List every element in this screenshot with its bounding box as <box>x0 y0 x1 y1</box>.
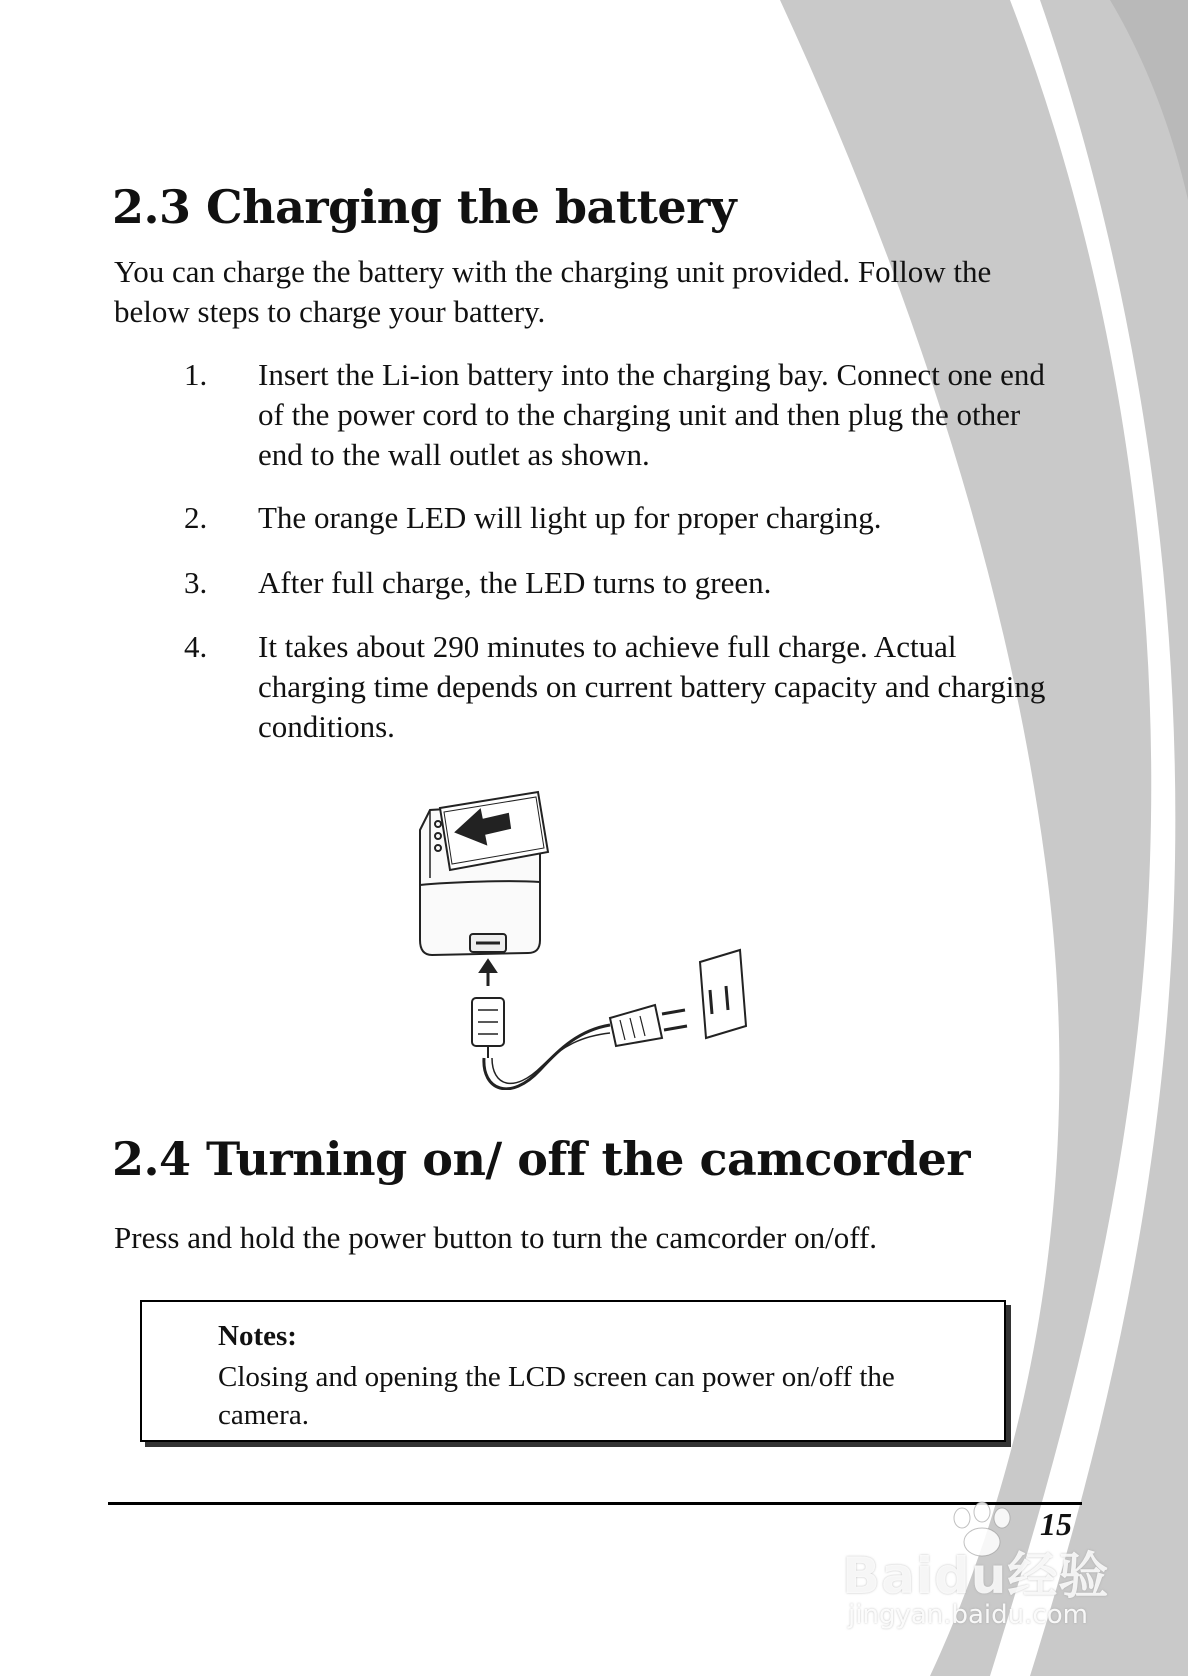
section-title-power: 2.4 Turning on/ off the camcorder <box>112 1132 971 1186</box>
charging-intro: You can charge the battery with the charging unit provided. Follow the below steps to charge your battery. <box>114 254 992 329</box>
note-box <box>140 1300 1006 1442</box>
watermark-url: jingyan.baidu.com <box>848 1600 1088 1630</box>
step-text: Insert the Li-ion battery into the charging bay. Connect one end of the power cord to the charging unit and then plug the other end to the wall outlet as shown. <box>258 357 1045 472</box>
page-number: 15 <box>1040 1506 1072 1542</box>
charger-illustration <box>410 790 780 1090</box>
step-number: 4. <box>184 629 208 664</box>
section-title-charging: 2.3 Charging the battery <box>112 180 737 234</box>
step-number: 2. <box>184 500 208 535</box>
step-text: The orange LED will light up for proper charging. <box>258 500 882 535</box>
note-text: Closing and opening the LCD screen can power on/off the camera. <box>218 1361 895 1431</box>
step-number: 3. <box>184 565 208 600</box>
note-title: Notes: <box>218 1320 297 1352</box>
power-instructions: Press and hold the power button to turn the camcorder on/off. <box>114 1220 878 1255</box>
step-text: After full charge, the LED turns to green. <box>258 565 772 600</box>
step-text: It takes about 290 minutes to achieve full charge. Actual charging time depends on current battery capacity and charging conditions. <box>258 629 1046 744</box>
step-number: 1. <box>184 357 208 392</box>
watermark-brand: Baidu经验 <box>842 1547 1110 1605</box>
baidu-watermark <box>842 1500 1122 1630</box>
